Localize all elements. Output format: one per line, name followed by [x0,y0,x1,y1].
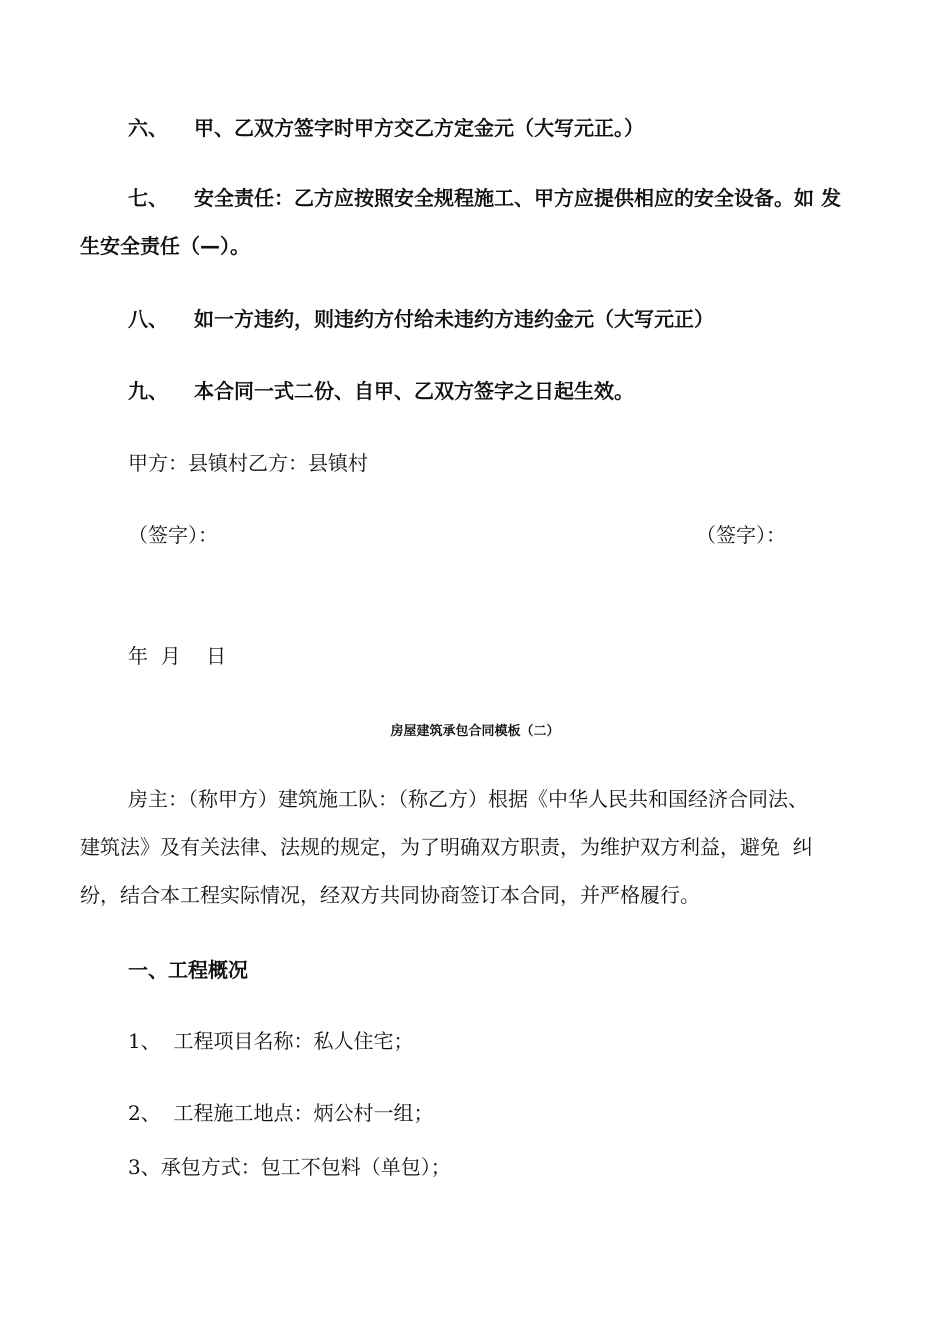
intro-paragraph-line1: 房主：（称甲方）建筑施工队：（称乙方）根据《中华人民共和国经济合同法、 [128,787,808,811]
clause-seven-text-line1: 安全责任：乙方应按照安全规程施工、甲方应提供相应的安全设备。如 发 [194,186,841,210]
clause-seven-number: 七、 [128,186,168,210]
clause-eight [128,307,714,331]
clause-seven [128,186,841,210]
list-item: 1、 工程项目名称：私人住宅； [128,1029,414,1053]
clause-nine-number: 九、 [128,379,168,403]
clause-eight-text: 如一方违约，则违约方付给未违约方违约金元（大写元正） [194,307,714,331]
clause-nine-text: 本合同一式二份、自甲、乙双方签字之日起生效。 [194,379,634,403]
intro-paragraph-line2: 建筑法》及有关法律、法规的规定，为了明确双方职责，为维护双方利益，避免 纠 [80,835,813,859]
intro-paragraph-line3: 纷，结合本工程实际情况，经双方共同协商签订本合同，并严格履行。 [80,883,700,907]
clause-seven-continuation: 生安全责任（—）。 [80,234,250,258]
signature-label-party-b: （签字）： [696,523,786,547]
signature-label-party-a: （签字）： [128,523,218,547]
clause-nine [128,379,634,403]
clause-six-number: 六、 [128,116,168,140]
clause-six [128,116,644,140]
list-item: 3、承包方式：包工不包料（单包）； [128,1155,451,1179]
clause-eight-number: 八、 [128,307,168,331]
date-line: 年 月 日 [128,644,227,668]
page-title: 房屋建筑承包合同模板（二） [390,724,560,739]
parties-line: 甲方：县镇村乙方：县镇村 [128,451,368,475]
list-item: 2、 工程施工地点：炳公村一组； [128,1101,434,1125]
clause-six-text: 甲、乙双方签字时甲方交乙方定金元（大写元正。） [194,116,644,140]
section-heading: 一、工程概况 [128,958,248,982]
